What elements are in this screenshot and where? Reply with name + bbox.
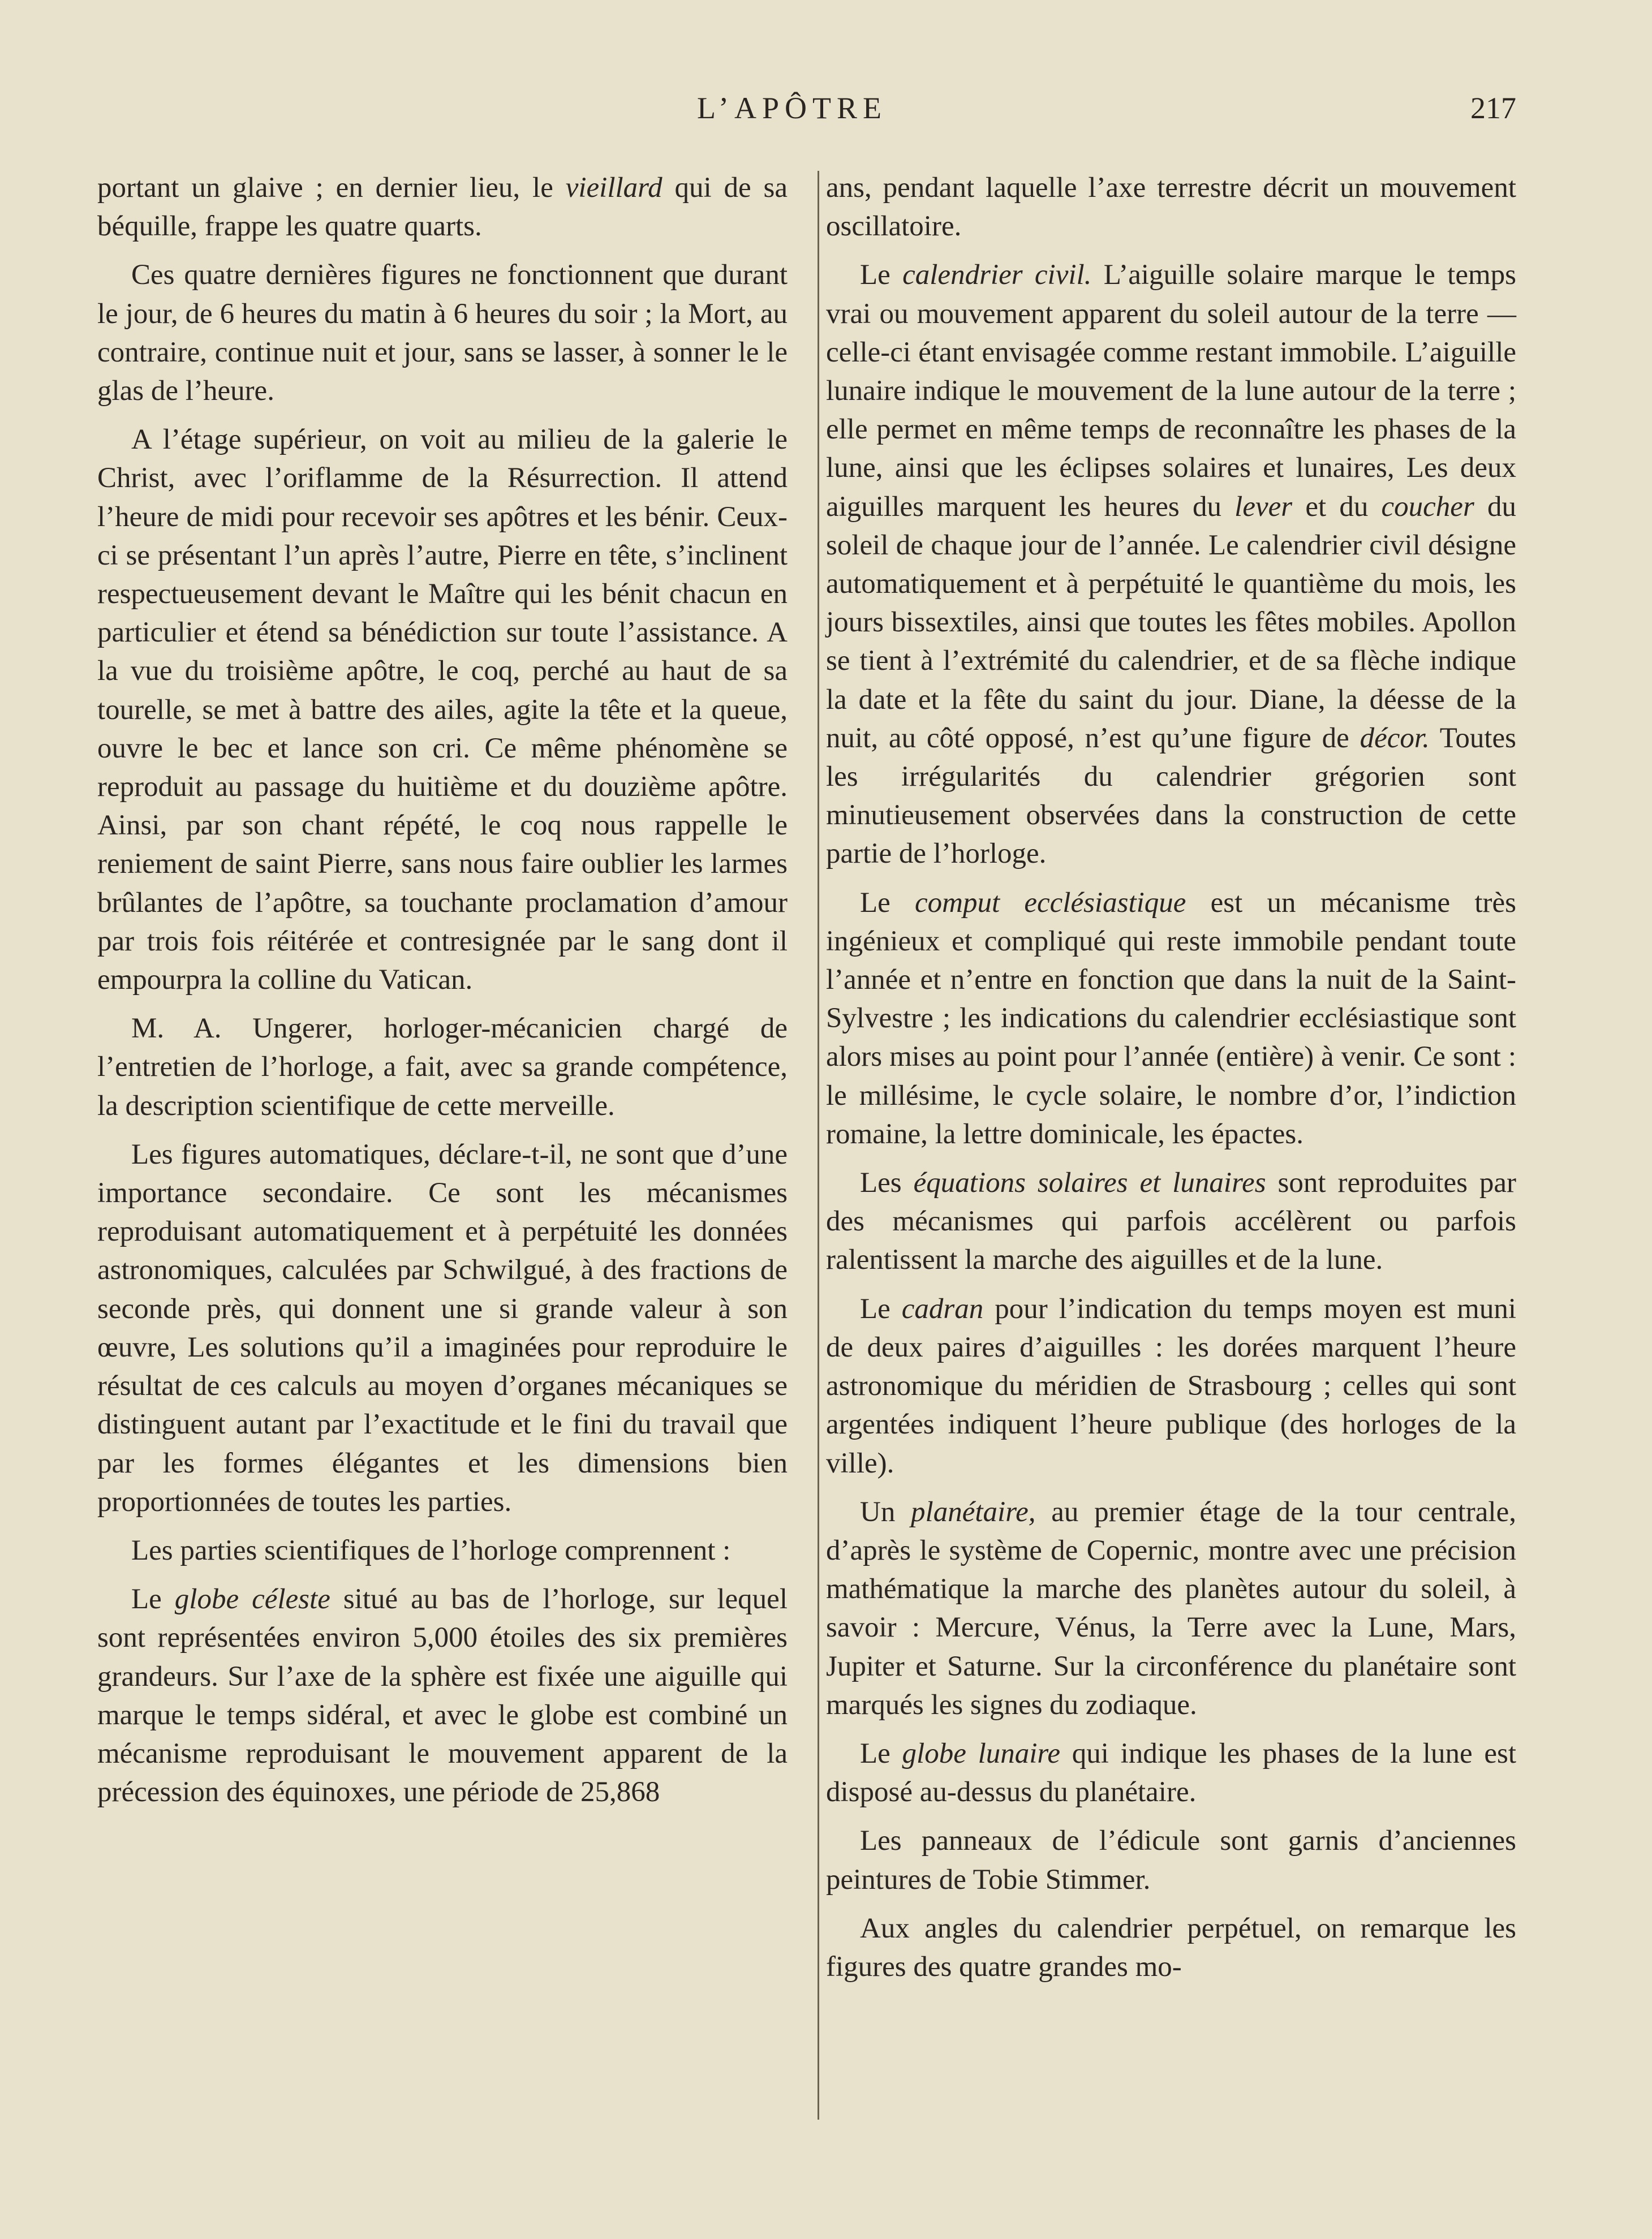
paragraph [826,169,1516,246]
italic-term: calendrier civil. [902,259,1092,291]
text-run: situé au bas de l’horloge, sur lequel sont représentées environ 5,000 étoiles des six premières grandeurs. Sur l’axe de la sphère est fixée une aiguille qui marque le temps sidéral, et avec le globe est combiné un mécanisme reproduisant le mouvement apparent de la précession des équinoxes, une période de 25,868 [97,1583,788,1809]
italic-term: lever [1234,490,1293,523]
text-run: Le [860,1737,902,1769]
text-run: Toutes les irrégularités du calendrier grégorien sont minutieusement observées dans la construction de cette partie de l’horloge. [826,722,1516,870]
paragraph [826,1909,1516,1986]
text-run: ans, pendant laquelle l’axe terrestre décrit un mouvement oscillatoire. [826,172,1516,243]
text-run: Le [131,1583,175,1616]
italic-term: coucher [1381,490,1474,523]
text-run: M. A. Ungerer, horloger-mécanicien chargé de l’entretien de l’horloge, a fait, avec sa grande compétence, la description scientifique de cette merveille. [97,1013,788,1122]
text-run: Le [860,886,915,919]
italic-term: cadran [901,1293,984,1325]
paragraph [826,1822,1516,1898]
text-run: Ces quatre dernières figures ne fonctionnent que durant le jour, de 6 heures du matin à 6 heures du soir ; la Mort, au contraire, continue nuit et jour, sans se lasser, à sonner le le glas de l’heure. [97,259,788,407]
text-run: Les [860,1167,914,1199]
paragraph [97,1135,788,1521]
italic-term: globe céleste [174,1583,330,1616]
paragraph [826,1493,1516,1724]
paragraph [826,1164,1516,1280]
running-header: L’APÔTRE [696,91,888,125]
paragraph [97,1009,788,1125]
text-run: Aux angles du calendrier perpétuel, on remarque les figures des quatre grandes mo- [826,1912,1516,1983]
left-column [97,169,788,1811]
paragraph [826,1734,1516,1811]
paragraph [97,256,788,410]
text-run: du soleil de chaque jour de l’année. Le calendrier civil désigne automatiquement et à perpétuité le quantième du mois, les jours bissextiles, ainsi que toutes les fêtes mobiles. Apollon se tient à l’extrémité du calendrier, et de sa flèche indique la date et la fête du saint du jour. Diane, la déesse de la nuit, au côté opposé, n’est qu’une figure de [826,490,1516,754]
text-run: pour l’indication du temps moyen est muni de deux paires d’aiguilles : les dorées marquent l’heure astronomique du méridien de Strasbourg ; celles qui sont argentées indiquent l’heure publique (des horloges de la ville). [826,1293,1516,1479]
paragraph [826,1290,1516,1483]
paragraph [97,169,788,246]
text-run: Le [860,259,903,291]
text-run: et du [1292,490,1382,523]
column-divider [818,171,819,2120]
page-number: 217 [1470,91,1516,125]
right-column [826,169,1516,1986]
text-run: portant un glaive ; en dernier lieu, le [97,172,566,204]
text-run: Le [860,1293,902,1325]
italic-term: vieillard [565,172,662,204]
paragraph [826,884,1516,1153]
italic-term: globe lunaire [902,1737,1060,1769]
text-run: sont reproduites par des mécanismes qui parfois accélèrent ou parfois ralentissent la marche des aiguilles et de la lune. [826,1167,1517,1276]
paragraph [97,1580,788,1811]
text-run: est un mécanisme très ingénieux et compliqué qui reste immobile pendant toute l’année et n’entre en fonction que dans la nuit de la Saint-Sylvestre ; les indications du calendrier ecclésiastique sont alors mises au point pour l’année (entière) à venir. Ce sont : le millésime, le cycle solaire, le nombre d’or, l’indiction romaine, la lettre dominicale, les épactes. [826,886,1516,1150]
text-run: Les parties scientifiques de l’horloge comprennent : [131,1534,731,1566]
italic-term: planétaire, [911,1496,1036,1528]
text-run: Les figures automatiques, déclare-t-il, ne sont que d’une importance secondaire. Ce sont les mécanismes reproduisant automatiquement et à perpétuité les données astronomiques, calculées par Schwilgué, à des fractions de seconde près, qui donnent une si grande valeur à son œuvre, Les solutions qu’il a imaginées pour reproduire le résultat de ces calculs au moyen d’organes mécaniques se distinguent autant par l’exactitude et le fini du travail que par les formes élégantes et les dimensions bien proportionnées de toutes les parties. [97,1138,788,1518]
text-run: Les panneaux de l’édicule sont garnis d’anciennes peintures de Tobie Stimmer. [826,1825,1516,1896]
paragraph [826,256,1516,873]
text-run: L’aiguille solaire marque le temps vrai ou mouvement apparent du soleil autour de la terre — celle-ci étant envisagée comme restant immobile. L’aiguille lunaire indique le mouvement de la lune autour de la terre ; elle permet en même temps de reconnaître les phases de la lune, ainsi que les éclipses solaires et lunaires, Les deux aiguilles marquent les heures du [826,259,1516,523]
text-run: au premier étage de la tour centrale, d’après le système de Copernic, montre avec une précision mathématique la marche des planètes autour du soleil, à savoir : Mercure, Vénus, la Terre avec la Lune, Mars, Jupiter et Saturne. Sur la circonférence du planétaire sont marqués les signes du zodiaque. [826,1496,1516,1721]
italic-term: comput ecclésiastique [915,886,1186,919]
text-run: qui indique les phases de la lune est disposé au-dessus du planétaire. [826,1737,1516,1809]
paragraph [97,420,788,999]
italic-term: décor. [1360,722,1430,754]
italic-term: équations solaires et lunaires [913,1167,1266,1199]
text-run: A l’étage supérieur, on voit au milieu de la galerie le Christ, avec l’oriflamme de la Résurrection. Il attend l’heure de midi pour recevoir ses apôtres et les bénir. Ceux-ci se présentant l’un après l’autre, Pierre en tête, s’inclinent respectueusement devant le Maître qui les bénit chacun en particulier et étend sa bénédiction sur toute l’assistance. A la vue du troisième apôtre, le coq, perché au haut de sa tourelle, se met à battre des ailes, agite la tête et la queue, ouvre le bec et lance son cri. Ce même phénomène se reproduit au passage du huitième et du douzième apôtre. Ainsi, par son chant répété, le coq nous rappelle le reniement de saint Pierre, sans nous faire oublier les larmes brûlantes de l’apôtre, sa touchante proclamation d’amour par trois fois réitérée et contresignée par le sang dont il empourpra la colline du Vatican. [97,424,788,996]
text-run: Un [860,1496,911,1528]
paragraph [97,1531,788,1570]
text-run: qui de sa béquille, frappe les quatre quarts. [97,172,788,243]
